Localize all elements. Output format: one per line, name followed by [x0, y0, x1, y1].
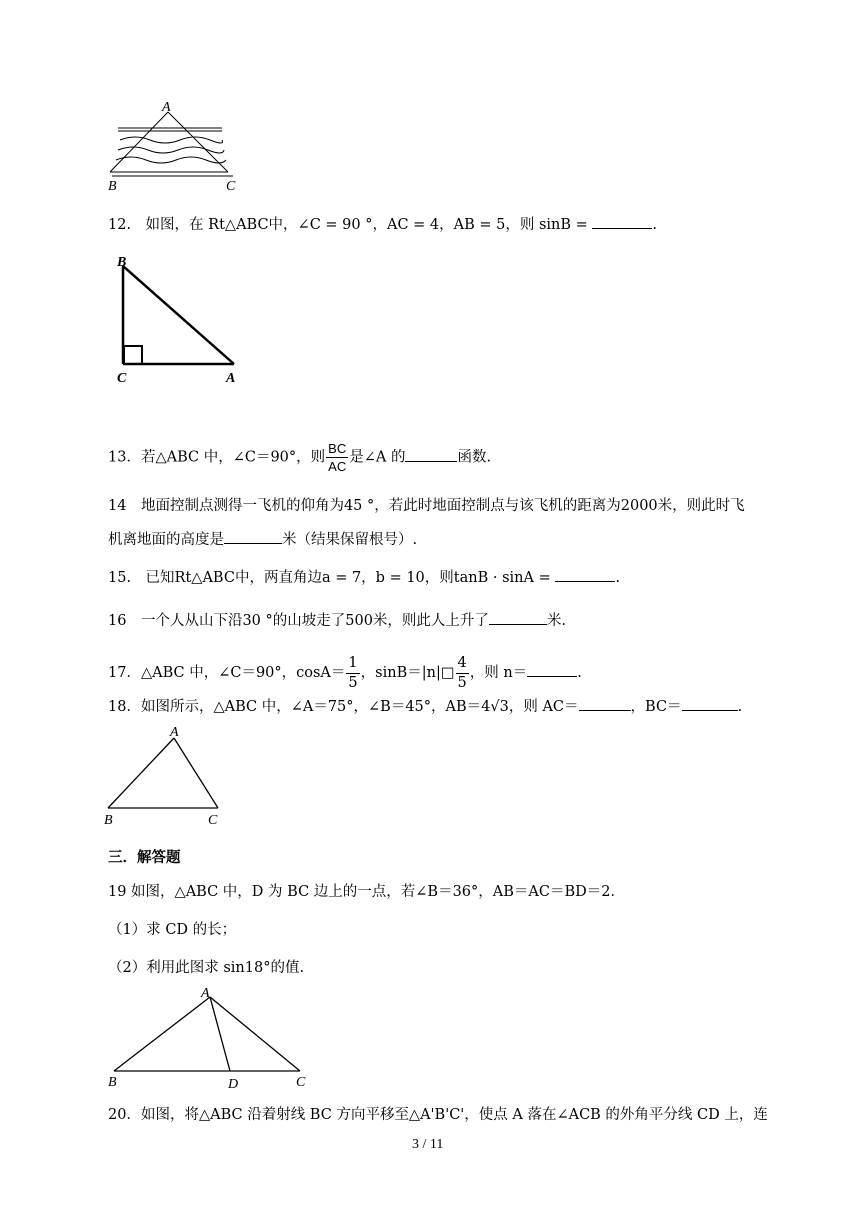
- question-16-text: 16 一个人从山下沿30 °的山坡走了500米，则此人上升了: [108, 613, 489, 629]
- question-15-text: 15. 已知Rt△ABC中，两直角边a = 7，b = 10，则tanB · sinA =: [108, 570, 556, 586]
- question-18-end: .: [737, 699, 743, 715]
- answer-blank: [224, 529, 282, 544]
- page-number: 3 / 11: [412, 1137, 444, 1152]
- question-17-end: .: [577, 665, 582, 681]
- question-20-stem: 20．如图，将△ABC 沿着射线 BC 方向平移至△A'B'C'，使点 A 落在∠ACB 的外角平分线 CD 上，连: [108, 1107, 768, 1123]
- fraction-denominator: 5: [457, 674, 467, 691]
- question-12-text: 12. 如图，在 Rt△ABC中，∠C = 90 °，AC = 4，AB = 5，则 sinB =: [108, 217, 593, 233]
- figure-q11-triangle-river: [100, 100, 240, 195]
- figure-q19-triangle-with-point-d: [100, 982, 315, 1092]
- question-18-text: 18．如图所示，△ABC 中，∠A＝75°，∠B＝45°，AB＝4√3，则 AC＝: [108, 699, 579, 715]
- answer-blank: [592, 214, 652, 229]
- answer-blank-bc: [682, 696, 738, 711]
- fraction-denominator: 5: [348, 674, 358, 691]
- question-16-end: 米.: [546, 613, 567, 629]
- vertex-label-a: A: [226, 371, 236, 386]
- fraction-cos-a: [346, 656, 359, 690]
- question-17: [108, 656, 582, 690]
- vertex-label-c: C: [208, 813, 218, 828]
- question-17-text-2: ，sinB＝|n|□: [360, 665, 455, 681]
- question-17-text-3: ，则 n＝: [469, 665, 528, 681]
- vertex-label-a: A: [201, 986, 210, 1001]
- answer-blank-ac: [579, 696, 631, 711]
- figure-q12-right-triangle: [108, 250, 248, 390]
- question-14-line-1: 14 地面控制点测得一飞机的仰角为45 °，若此时地面控制点与该飞机的距离为2000米，则此时飞: [108, 498, 745, 514]
- question-14-line-2: [108, 528, 417, 549]
- question-15-end: .: [615, 570, 620, 586]
- question-13-text-2: 是∠A 的: [349, 449, 406, 466]
- question-19-part-2: （2）利用此图求 sin18°的值.: [108, 960, 305, 976]
- figure-q18-triangle: [100, 722, 230, 832]
- vertex-label-b: B: [108, 1075, 117, 1090]
- fraction-numerator: 1: [346, 656, 359, 674]
- answer-blank: [489, 610, 547, 625]
- question-18: [108, 695, 742, 716]
- question-13: [108, 442, 491, 473]
- question-12: [108, 213, 657, 234]
- fraction-numerator: BC: [328, 441, 347, 456]
- fraction-sin-b: [456, 656, 469, 690]
- vertex-label-b: B: [108, 179, 117, 194]
- question-17-text: 17．△ABC 中，∠C＝90°，cosA＝: [108, 665, 346, 681]
- section-heading: 三．解答题: [108, 849, 181, 866]
- question-13-end: 函数.: [457, 449, 492, 466]
- question-12-end: .: [652, 217, 658, 233]
- vertex-label-a: A: [170, 725, 179, 740]
- question-18-text-2: ，BC＝: [630, 699, 682, 715]
- vertex-label-a: A: [162, 100, 171, 115]
- question-19-part-1: （1）求 CD 的长；: [108, 922, 237, 938]
- fraction-denominator: AC: [328, 459, 347, 474]
- question-13-text: 13．若△ABC 中，∠C＝90°，则: [108, 449, 326, 466]
- question-16: [108, 609, 566, 630]
- vertex-label-b: B: [117, 255, 127, 270]
- vertex-label-b: B: [104, 813, 113, 828]
- vertex-label-c: C: [117, 371, 127, 386]
- vertex-label-d: D: [228, 1077, 239, 1092]
- question-14-end: 米（结果保留根号）.: [282, 532, 418, 548]
- answer-blank: [555, 567, 615, 582]
- question-14-text: 机离地面的高度是: [108, 532, 224, 548]
- answer-blank: [527, 662, 577, 677]
- vertex-label-c: C: [296, 1075, 306, 1090]
- fraction-numerator: 4: [456, 656, 469, 674]
- question-15: [108, 566, 620, 587]
- fraction-bc-over-ac: [326, 442, 348, 473]
- question-19-stem: 19 如图，△ABC 中，D 为 BC 边上的一点，若∠B＝36°，AB＝AC＝BD＝2．: [108, 884, 625, 900]
- answer-blank: [405, 447, 457, 462]
- vertex-label-c: C: [226, 179, 236, 194]
